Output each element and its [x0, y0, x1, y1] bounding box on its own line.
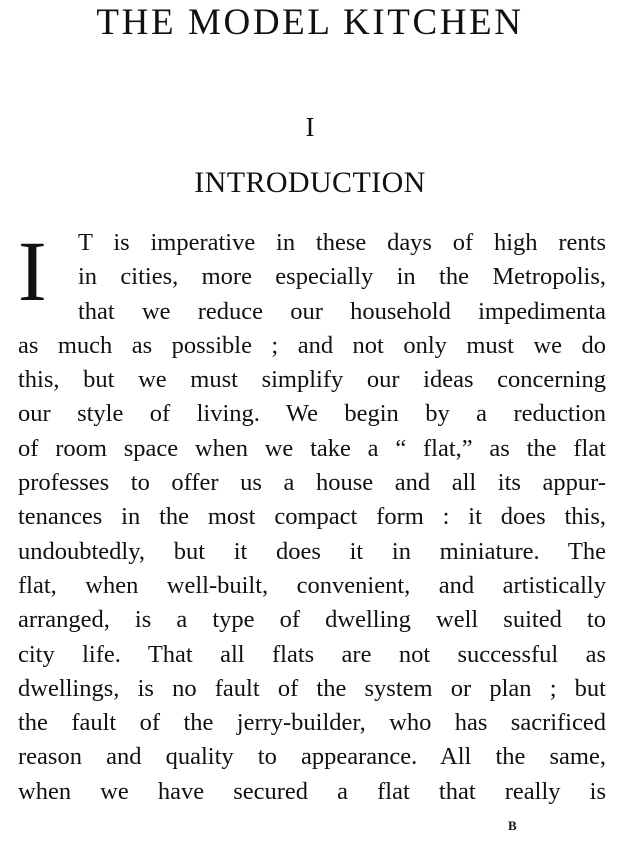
text-line: professes to offer us a house and all its appur-	[18, 469, 606, 497]
text-line: when we have secured a flat that really is	[18, 777, 606, 805]
text-line: arranged, is a type of dwelling well suited to	[18, 606, 606, 634]
text-line: as much as possible ; and not only must we do	[18, 331, 606, 359]
text-line: undoubtedly, but it does it in miniature. The	[18, 537, 606, 565]
body-text	[18, 223, 606, 809]
text-line: this, but we must simplify our ideas concerning	[18, 366, 606, 394]
drop-cap: I	[18, 223, 47, 319]
chapter-number: I	[305, 112, 315, 142]
chapter-title: INTRODUCTION	[194, 166, 426, 199]
text-line: in cities, more especially in the Metropolis,	[78, 263, 606, 291]
running-head: THE MODEL KITCHEN	[96, 2, 524, 43]
text-line: our style of living. We begin by a reduction	[18, 400, 606, 428]
text-line: of room space when we take a “ flat,” as the flat	[18, 434, 606, 462]
text-line: flat, when well-built, convenient, and artistically	[18, 571, 606, 599]
text-line: reason and quality to appearance. All the same,	[18, 743, 606, 771]
text-line: dwellings, is no fault of the system or plan ; but	[18, 674, 606, 702]
text-line: city life. That all flats are not successful as	[18, 640, 606, 668]
text-line: T is imperative in these days of high rents	[78, 229, 606, 256]
text-line: tenances in the most compact form : it does this,	[18, 503, 606, 531]
text-line: the fault of the jerry-builder, who has sacrificed	[18, 709, 606, 737]
signature-mark: B	[508, 818, 518, 833]
text-line: that we reduce our household impedimenta	[78, 297, 606, 325]
